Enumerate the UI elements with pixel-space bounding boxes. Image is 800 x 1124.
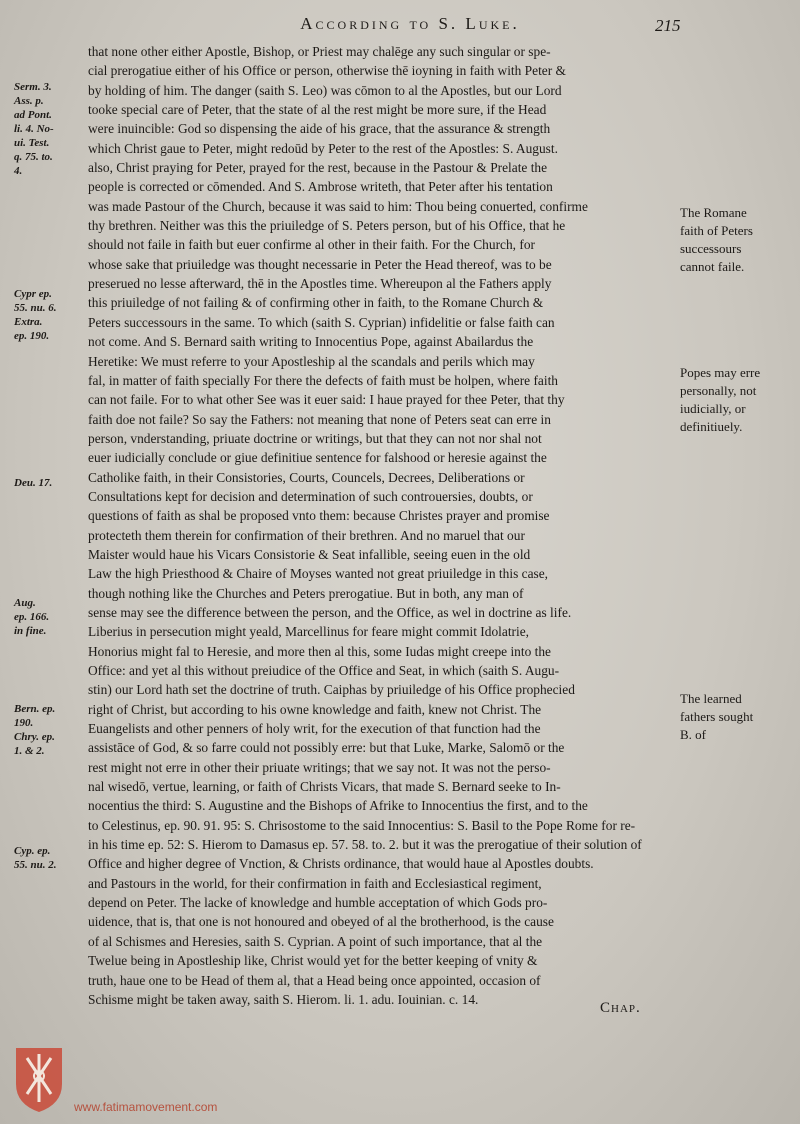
margin-note-line: 1. & 2. [14, 745, 45, 757]
text-line: not come. And S. Bernard saith writing to Innocentius Pope, against Abailardus the [88, 334, 534, 350]
text-line: should not faile in faith but euer confirme al other in their faith. For the Church, for [88, 237, 535, 253]
margin-note-line: fathers sought [680, 709, 754, 724]
margin-note-line: ep. 166. [14, 611, 50, 623]
text-line: cial prerogatiue either of his Office or person, otherwise thē ioyning in faith with Peter & [88, 63, 566, 79]
text-line: of al Schismes and Heresies, saith S. Cyprian. A point of such importance, that al the [88, 933, 543, 949]
margin-note-line: successours [680, 241, 742, 256]
left-margin-note [14, 702, 80, 758]
text-line: protecteth them therein for confirmation of their brethren. And no maruel that our [88, 527, 525, 543]
margin-note-line: Deu. 17. [14, 477, 53, 489]
margin-note-line: Popes may erre [680, 365, 761, 380]
margin-note-line: Chry. ep. [14, 731, 55, 743]
text-line: Twelue being in Apostleship like, Christ would yet for the better keeping of vnity & [88, 953, 538, 969]
text-line: Consultations kept for decision and determination of such controuersies, doubts, or [88, 488, 533, 504]
margin-note-line: B. of [680, 727, 706, 742]
margin-note-line: 55. nu. 2. [14, 859, 57, 871]
left-margin-note [14, 844, 80, 872]
left-margin-note [14, 287, 80, 343]
main-text-block [88, 42, 680, 1009]
text-line: stin) our Lord hath set the doctrine of truth. Caiphas by priuiledge of his Office prophecied [88, 682, 575, 698]
margin-note-line: faith of Peters [680, 223, 753, 238]
website-watermark[interactable]: www.fatimamovement.com [74, 1100, 218, 1114]
text-line: also, Christ praying for Peter, prayed for the rest, because in the Pastour & Prelate the [88, 160, 548, 176]
text-line: in his time ep. 52: S. Hierom to Damasus ep. 57. 58. to. 2. but it was the prerogatiue of their solution of [88, 837, 642, 853]
catchword: Chap. [600, 1000, 641, 1016]
margin-note-line: definitiuely. [680, 419, 743, 434]
text-line: preserued no lesse afterward, thē in the Apostles time. Whereupon al the Fathers apply [88, 276, 552, 292]
text-line: was made Pastour of the Church, because it was said to him: Thou being conuerted, confirme [88, 198, 588, 214]
margin-note-line: Ass. p. [14, 95, 44, 107]
margin-note-line: 190. [14, 717, 34, 729]
margin-note-line: 4. [14, 165, 23, 177]
text-line: that none other either Apostle, Bishop, or Priest may chalēge any such singular or spe- [88, 44, 551, 59]
text-line: people is corrected or cōmended. And S. Ambrose writeth, that Peter after his tentation [88, 179, 553, 195]
margin-note-line: Cypr ep. [14, 288, 52, 300]
margin-note-line: The Romane [680, 205, 747, 220]
text-line: Honorius might fal to Heresie, and more then al this, some Iudas might creepe into the [88, 643, 551, 659]
left-margin-note [14, 596, 80, 638]
text-line: nal wisedō, vertue, learning, or faith of Christs Vicars, that made S. Bernard seeke to In- [88, 779, 561, 795]
text-line: Office and higher degree of Vnction, & Christs ordinance, that would haue al Apostles doubts. [88, 856, 594, 872]
text-line: tooke special care of Peter, that the state of al the rest might be more sure, if the Head [88, 102, 547, 118]
text-line: uidence, that is, that one is not honoured and obeyed of al the brotherhood, is the cause [88, 914, 554, 930]
text-line: by holding of him. The danger (saith S. Leo) was cōmon to al the Apostles, but our Lord [88, 82, 562, 98]
left-margin-note [14, 80, 80, 178]
text-line: euer iudicially conclude or giue definitiue sentence for falshood or heresie against the [88, 450, 547, 466]
margin-note-line: in fine. [14, 625, 47, 637]
text-line: rest might not erre in other their priuate writings; that we say not. It was not the perso- [88, 759, 551, 775]
margin-note-line: Aug. [14, 597, 36, 609]
left-margin-note [14, 476, 80, 490]
margin-note-line: cannot faile. [680, 259, 745, 274]
text-line: which Christ gaue to Peter, might redoūd by Peter to the rest of the Apostles: S. August. [88, 140, 558, 156]
margin-note-line: q. 75. to. [14, 151, 53, 163]
text-line: Peters successours in the same. To which (saith S. Cyprian) infidelitie or false faith can [88, 314, 555, 330]
papal-keys-seal-icon [12, 1044, 66, 1114]
margin-note-line: ui. Test. [14, 137, 50, 149]
running-title: According to S. Luke. [300, 14, 520, 33]
right-margin-note [680, 690, 792, 744]
margin-note-line: Serm. 3. [14, 81, 52, 93]
text-line: Law the high Priesthood & Chaire of Moyses wanted not great priuiledge in this case, [88, 566, 549, 582]
text-line: to Celestinus, ep. 90. 91. 95: S. Chrisostome to the said Innocentius: S. Basil to the Pope Rome for re- [88, 817, 636, 833]
text-line: and Pastours in the world, for their confirmation in faith and Ecclesiastical regiment, [88, 875, 542, 891]
right-margin-note [680, 204, 792, 276]
text-line: whose sake that priuiledge was thought necessarie in Peter the Head thereof, was to be [88, 256, 552, 272]
text-line: nocentius the third: S. Augustine and the Bishops of Afrike to Innocentius the first, and to the [88, 798, 588, 814]
text-line: assistāce of God, & so farre could not possibly erre: but that Luke, Marke, Salomō or the [88, 740, 565, 756]
margin-note-line: ep. 190. [14, 330, 50, 342]
text-line: faith doe not faile? So say the Fathers: not meaning that none of Peters seat can erre in [88, 411, 551, 427]
text-line: questions of faith as shal be proposed vnto them: because Christes prayer and promise [88, 508, 550, 524]
text-line: depend on Peter. The lacke of knowledge and humble acceptation of which Gods pro- [88, 895, 548, 911]
margin-note-line: li. 4. No- [14, 123, 54, 135]
text-line: were inuincible: God so dispensing the aide of his grace, that the assurance & strength [88, 121, 551, 137]
text-line: Maister would haue his Vicars Consistorie & Seat infallible, seeing euen in the old [88, 546, 531, 562]
text-line: can not faile. For to what other See was it euer said: I haue prayed for thee Peter, that thy [88, 392, 565, 408]
text-line: person, vnderstanding, priuate doctrine or writings, but that they can not nor shal not [88, 430, 542, 446]
margin-note-line: Bern. ep. [14, 703, 56, 715]
text-line: though nothing like the Churches and Peters prerogatiue. But in both, any man of [88, 585, 524, 601]
text-line: sense may see the difference between the person, and the Office, as wel in doctrine as life. [88, 604, 572, 620]
right-margin-note [680, 364, 792, 436]
margin-note-line: Cyp. ep. [14, 845, 51, 857]
text-line: thy brethren. Neither was this the priuiledge of S. Peters person, but of his Office, that he [88, 218, 566, 234]
margin-note-line: personally, not [680, 383, 757, 398]
text-line: Catholike faith, in their Consistories, Courts, Councels, Decrees, Deliberations or [88, 469, 525, 485]
margin-note-line: ad Pont. [14, 109, 52, 121]
text-line: this priuiledge of not failing & of confirming other in faith, to the Romane Church & [88, 295, 544, 311]
text-line: Euangelists and other penners of holy writ, for the execution of that function had the [88, 721, 541, 737]
margin-note-line: 55. nu. 6. [14, 302, 57, 314]
margin-note-line: Extra. [14, 316, 43, 328]
text-line: Schisme might be taken away, saith S. Hierom. li. 1. adu. Iouinian. c. 14. [88, 991, 479, 1007]
text-line: truth, haue one to be Head of them al, that a Head being once appointed, occasion of [88, 972, 541, 988]
folio-number: 215 [655, 16, 681, 35]
text-line: Heretike: We must referre to your Apostleship al the scandals and perils which may [88, 353, 535, 369]
text-line: fal, in matter of faith specially For there the defects of faith must be holpen, where faith [88, 372, 558, 388]
text-line: right of Christ, but according to his owne knowledge and faith, knew not Christ. The [88, 701, 542, 717]
margin-note-line: The learned [680, 691, 742, 706]
text-line: Liberius in persecution might yeald, Marcellinus for feare might commit Idolatrie, [88, 624, 530, 640]
margin-note-line: iudicially, or [680, 401, 746, 416]
text-line: Office: and yet al this without preiudice of the Office and Seat, in which (saith S. Augu- [88, 663, 560, 678]
